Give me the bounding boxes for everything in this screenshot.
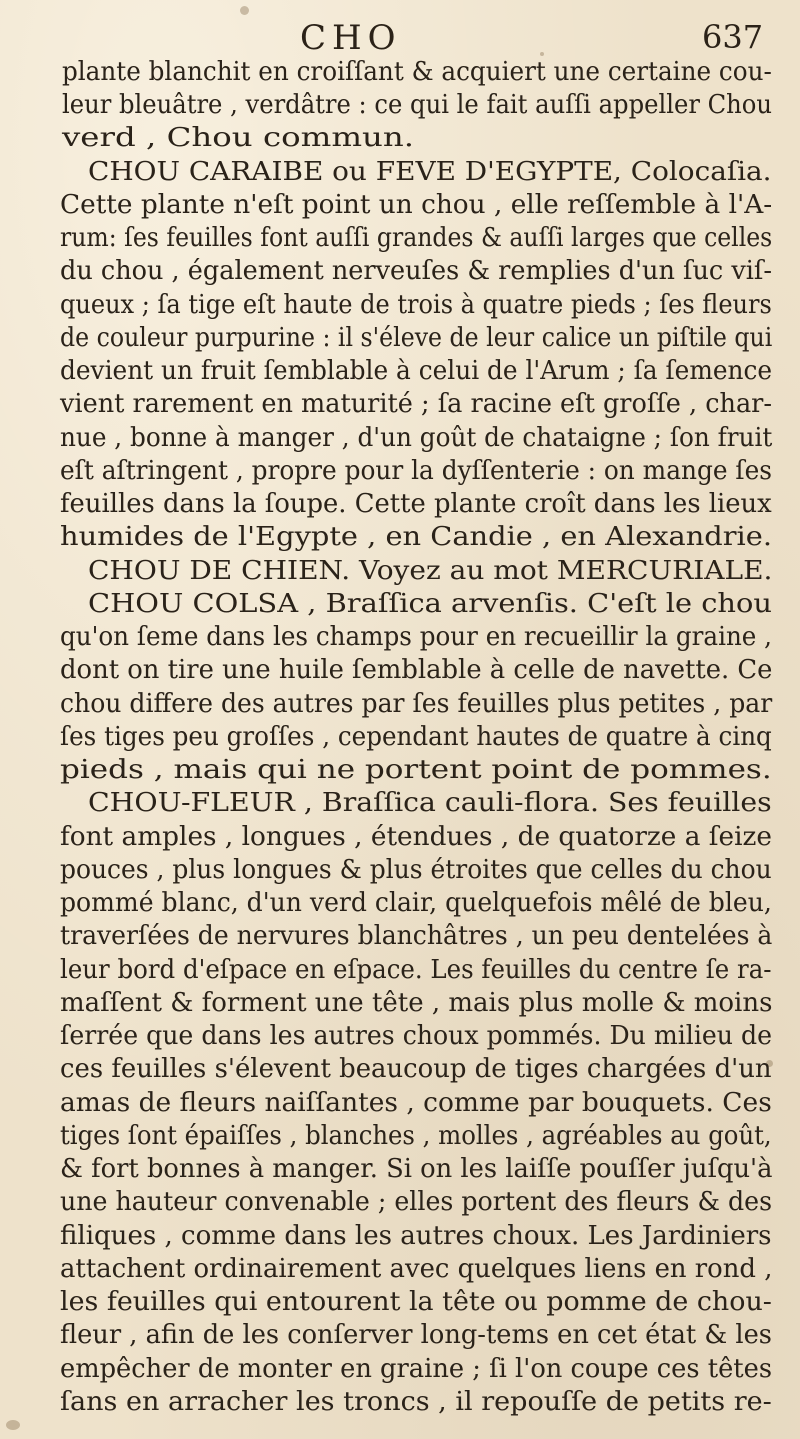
text-line: filiques , comme dans les autres choux. Les Jardiniers (60, 1220, 772, 1251)
text-line: maſſent & forment une tête , mais plus molle & moins (60, 987, 773, 1018)
text-line: humides de l'Egypte , en Candie , en Alexandrie. (60, 522, 773, 553)
text-line: queux ; ſa tige eſt haute de trois à quatre pieds ; ſes fleurs (60, 289, 772, 320)
text-line: qu'on ſeme dans les champs pour en recueillir la graine , (60, 622, 773, 653)
text-line: ſes tiges peu groſſes , cependant hautes de quatre à cinq (60, 721, 772, 752)
text-line: rum: ſes feuilles font auſſi grandes & auſſi larges que celles (60, 223, 773, 254)
text-line: eſt aſtringent , propre pour la dyſſenterie : on mange ſes (60, 455, 773, 486)
text-line: devient un fruit ſemblable à celui de l'Arum ; ſa ſemence (60, 356, 773, 387)
text-line: attachent ordinairement avec quelques liens en rond , (60, 1253, 773, 1284)
text-line: feuilles dans la ſoupe. Cette plante croît dans les lieux (60, 489, 772, 520)
text-line: leur bord d'eſpace en eſpace. Les feuilles du centre ſe ra- (60, 954, 772, 985)
text-line: dont on tire une huile ſemblable à celle de navette. Ce (60, 655, 773, 686)
text-line: plante blanchit en croiſſant & acquiert une certaine cou- (62, 57, 772, 87)
text-line: & fort bonnes à manger. Si on les laiſſe pouſſer juſqu'à (60, 1154, 773, 1185)
text-line: pommé blanc, d'un verd clair, quelquefois mêlé de bleu, (60, 888, 772, 919)
text-line: une hauteur convenable ; elles portent des fleurs & des (60, 1187, 773, 1218)
text-line: de couleur purpurine : il s'éleve de leur calice un piſtile qui (60, 322, 773, 353)
text-line: nue , bonne à manger , d'un goût de chataigne ; ſon fruit (60, 422, 773, 453)
text-line: tiges ſont épaiſſes , blanches , molles , agréables au goût, (60, 1120, 772, 1151)
text-line: pouces , plus longues & plus étroites que celles du chou (60, 854, 772, 885)
text-line: empêcher de monter en graine ; ſi l'on coupe ces têtes (60, 1353, 773, 1384)
text-line: font amples , longues , étendues , de quatorze a ſeize (60, 821, 773, 852)
text-line: fleur , afin de les conſerver long-tems en cet état & les (60, 1320, 772, 1351)
text-line: Cette plante n'eſt point un chou , elle reſſemble à l'A- (60, 189, 773, 220)
text-line: leur bleuâtre , verdâtre : ce qui le fait auſſi appeller Chou (62, 90, 772, 121)
entry-heading-line: CHOU CARAIBE ou FEVE D'EGYPTE, Colocaſia. (88, 156, 772, 187)
text-line: amas de fleurs naiſſantes , comme par bouquets. Ces (60, 1087, 772, 1118)
text-line: chou differe des autres par ſes feuilles plus petites , par (60, 688, 773, 719)
text-line: ces feuilles s'élevent beaucoup de tiges chargées d'un (60, 1054, 772, 1085)
text-line: verd , Chou commun. (62, 123, 415, 154)
text-line: du chou , également nerveuſes & remplies d'un ſuc viſ- (60, 256, 773, 287)
page-header (0, 8, 800, 58)
ink-spot (6, 1420, 20, 1430)
page-number: 637 (702, 18, 764, 56)
running-head: CHO (300, 18, 402, 58)
text-line: ſans en arracher les troncs , il repouſſe de petits re- (60, 1386, 772, 1417)
text-line: pieds , mais qui ne portent point de pommes. (60, 755, 772, 786)
text-line: ſerrée que dans les autres choux pommés. Du milieu de (60, 1021, 773, 1052)
entry-heading-line: CHOU DE CHIEN. Voyez au mot MERCURIALE. (88, 555, 773, 586)
text-line: les feuilles qui entourent la tête ou pomme de chou- (60, 1287, 772, 1318)
text-line: traverſées de nervures blanchâtres , un peu dentelées à (60, 921, 773, 952)
entry-heading-line: CHOU COLSA , Braſſica arvenſis. C'eſt le chou (88, 588, 772, 619)
text-line: vient rarement en maturité ; ſa racine eſt groſſe , char- (60, 389, 773, 420)
entry-heading-line: CHOU-FLEUR , Braſſica cauli-flora. Ses feuilles (88, 788, 772, 819)
